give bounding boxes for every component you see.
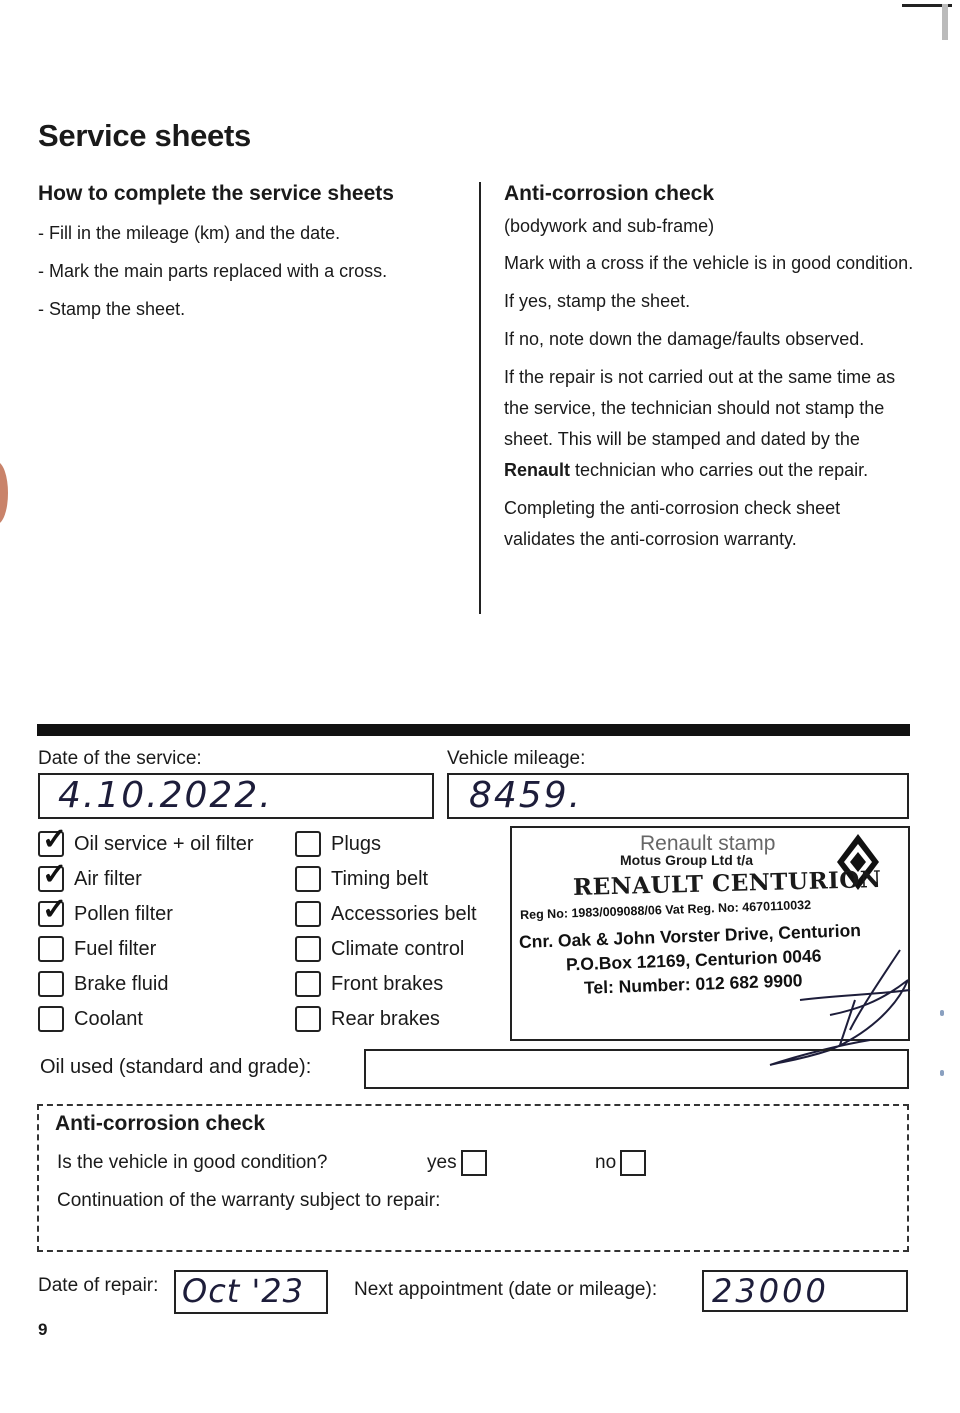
checkbox[interactable] (295, 866, 321, 892)
info-text: technician who carries out the repair. (570, 460, 869, 480)
form-top-rule (37, 724, 910, 736)
next-appointment-field[interactable] (702, 1270, 908, 1312)
anti-corrosion-check-heading: Anti-corrosion check (55, 1112, 266, 1135)
stamp-tel: Tel: Number: 012 682 9900 (583, 970, 803, 998)
stamp-pobox: P.O.Box 12169, Centurion 0046 (565, 945, 822, 975)
how-to-step: - Stamp the sheet. (38, 299, 186, 319)
checklist-label: Accessories belt (331, 902, 477, 925)
checklist-label: Fuel filter (74, 937, 157, 960)
vehicle-mileage-label: Vehicle mileage: (447, 748, 586, 769)
checklist-item-accessories-belt[interactable] (295, 898, 477, 930)
checklist-item-plugs[interactable] (295, 828, 381, 860)
check-mark-icon: ✓ (42, 893, 68, 926)
checklist-label: Pollen filter (74, 902, 173, 925)
checkbox[interactable] (295, 831, 321, 857)
yes-checkbox[interactable] (461, 1150, 487, 1176)
next-appointment-label: Next appointment (date or mileage): (354, 1279, 658, 1300)
page-number: 9 (38, 1320, 48, 1339)
repair-date-field[interactable] (174, 1270, 328, 1314)
column-divider (479, 182, 481, 614)
checklist-label: Plugs (331, 832, 382, 855)
checklist-item-coolant[interactable] (38, 1003, 143, 1035)
page-title: Service sheets (38, 118, 251, 153)
info-paragraph: Completing the anti-corrosion check sheet validates the anti-corrosion warranty. (504, 498, 841, 549)
service-date-field[interactable] (38, 773, 434, 819)
stamp-address: Cnr. Oak & John Vorster Drive, Centurion (518, 920, 862, 952)
service-date-label: Date of the service: (38, 748, 202, 769)
how-to-step: - Mark the main parts replaced with a cross. (38, 261, 388, 281)
vehicle-mileage-value: 8459. (469, 775, 583, 816)
checkbox[interactable] (295, 901, 321, 927)
stamp-area-label: Renault stamp (640, 832, 776, 855)
yes-label: yes (427, 1152, 457, 1173)
checkbox[interactable] (38, 893, 68, 927)
anti-corrosion-info-body (504, 248, 914, 562)
how-to-step: - Fill in the mileage (km) and the date. (38, 223, 341, 243)
checkbox[interactable] (38, 1006, 64, 1032)
checklist-label: Rear brakes (331, 1007, 440, 1030)
checklist-item-front-brakes[interactable] (295, 968, 443, 1000)
scan-edge-blob (0, 462, 8, 524)
scan-corner-mark (902, 4, 952, 41)
repair-date-value: Oct '23 (182, 1272, 305, 1310)
checkbox[interactable] (295, 936, 321, 962)
stamp-company: Motus Group Ltd t/a (620, 852, 753, 868)
checklist-item-pollen-filter[interactable] (38, 893, 173, 930)
checklist-item-timing-belt[interactable] (295, 863, 428, 895)
checklist-label: Brake fluid (74, 972, 169, 995)
next-appointment-value: 23000 (712, 1272, 829, 1310)
checklist-label: Coolant (74, 1007, 143, 1030)
condition-no-option[interactable] (595, 1150, 646, 1176)
info-paragraph: If no, note down the damage/faults observed. (504, 329, 865, 349)
check-mark-icon: ✓ (42, 823, 68, 856)
checklist-item-oil-service[interactable] (38, 823, 254, 860)
no-checkbox[interactable] (620, 1150, 646, 1176)
brand-name: Renault (504, 460, 571, 480)
stamp-reg: Reg No: 1983/009088/06 Vat Reg. No: 4670110032 (519, 897, 812, 923)
repair-date-label: Date of repair: (38, 1275, 159, 1296)
checklist-item-climate-control[interactable] (295, 933, 464, 965)
condition-yes-option[interactable] (427, 1150, 487, 1176)
checklist-item-fuel-filter[interactable] (38, 933, 156, 965)
no-label: no (595, 1152, 617, 1173)
checkbox[interactable] (38, 971, 64, 997)
checklist-label: Climate control (331, 937, 465, 960)
oil-used-label: Oil used (standard and grade): (40, 1056, 312, 1078)
checklist-item-air-filter[interactable] (38, 858, 142, 895)
info-paragraph (504, 362, 914, 486)
warranty-continuation-label: Continuation of the warranty subject to repair: (57, 1190, 441, 1211)
checklist-label: Timing belt (331, 867, 429, 890)
checkbox[interactable] (38, 936, 64, 962)
checklist-item-rear-brakes[interactable] (295, 1003, 440, 1035)
checkbox[interactable] (295, 1006, 321, 1032)
info-text: If the repair is not carried out at the same time as the service, the technician should not stamp the sheet. This will be stamped and dated by the (504, 367, 896, 449)
scan-edge-dot (940, 1070, 944, 1076)
checklist-label: Front brakes (331, 972, 444, 995)
anti-corrosion-info-heading: Anti-corrosion check (504, 182, 715, 205)
condition-question: Is the vehicle in good condition? (57, 1152, 328, 1173)
info-paragraph: If yes, stamp the sheet. (504, 291, 691, 311)
anti-corrosion-info-subheading: (bodywork and sub-frame) (504, 216, 715, 236)
checkbox[interactable] (38, 823, 68, 857)
vehicle-mileage-field[interactable] (447, 773, 909, 819)
stamp-dealer-name: RENAULT CENTURION (572, 865, 882, 902)
check-mark-icon: ✓ (42, 858, 68, 891)
checkbox[interactable] (295, 971, 321, 997)
checklist-item-brake-fluid[interactable] (38, 968, 169, 1000)
checkbox[interactable] (38, 858, 68, 892)
checklist-label: Air filter (74, 867, 142, 890)
oil-used-field[interactable] (364, 1049, 909, 1089)
scan-edge-dot (940, 1010, 944, 1016)
service-date-value: 4.10.2022. (58, 775, 273, 816)
info-paragraph: Mark with a cross if the vehicle is in good condition. (504, 253, 914, 273)
how-to-heading: How to complete the service sheets (38, 182, 394, 205)
checklist-label: Oil service + oil filter (74, 832, 254, 855)
